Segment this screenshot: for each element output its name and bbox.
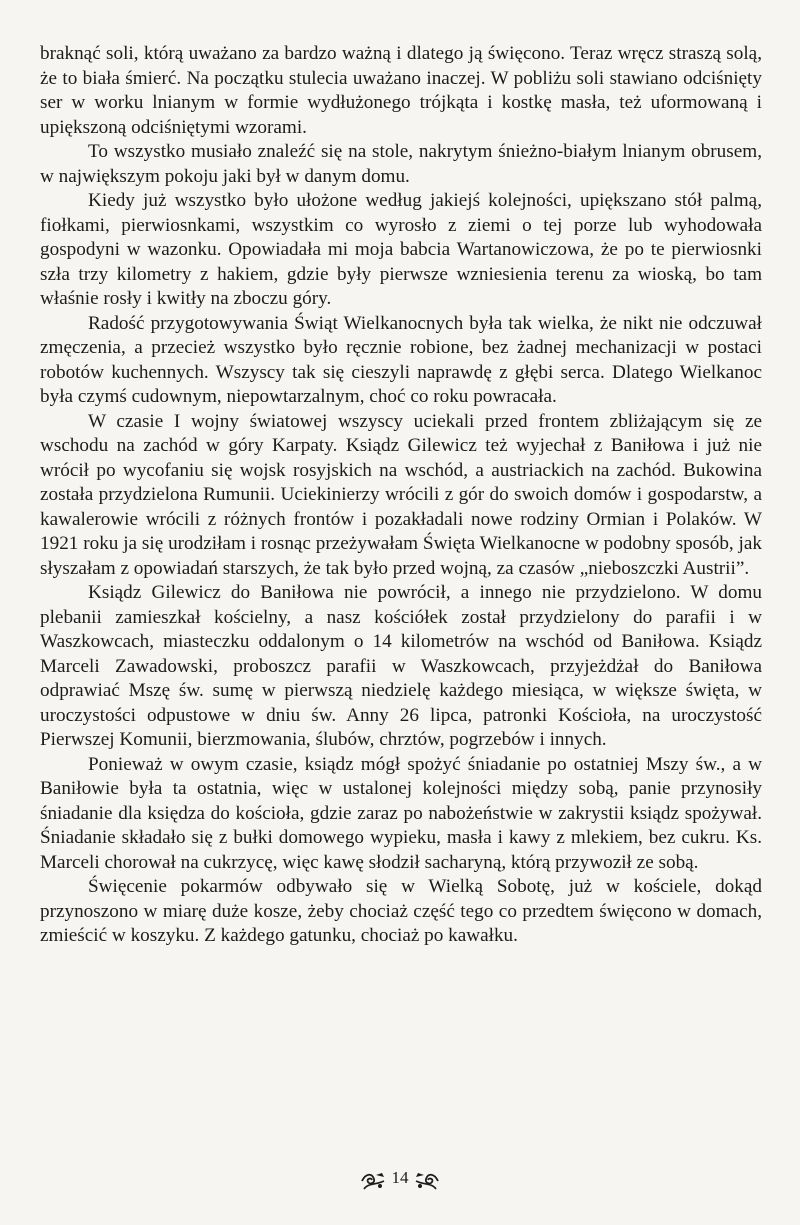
paragraph: Ponieważ w owym czasie, ksiądz mógł spożyć śniadanie po ostatniej Mszy św., a w Baniłowie była ta ostatnia, więc w ustalonej kolejności między sobą, panie przynosiły śniadanie dla księdza do kościoła, gdzie zaraz po nabożeństwie w zakrystii ksiądz spożywał. Śniadanie składało się z bułki domowego wypieku, masła i kawy z mlekiem, bez cukru. Ks. Marceli chorował na cukrzycę, więc kawę słodził sacharyną, którą przywoził ze sobą. <box>40 753 762 873</box>
paragraph: Kiedy już wszystko było ułożone według jakiejś kolejności, upiększano stół palmą, fiołkami, pierwiosnkami, wszystkim co wyrosło z ziemi o tej porze lub wyhodowała gospodyni w wazonku. Opowiadała mi moja babcia Wartanowiczowa, że po te pierwiosnki szła trzy kilometry z hakiem, gdzie były pierwsze wzniesienia terenu za wioską, bo tam właśnie rosły i kwitły na zboczu góry. <box>40 190 762 309</box>
page-number: 14 <box>391 1167 409 1187</box>
paragraph: Święcenie pokarmów odbywało się w Wielką Sobotę, już w kościele, dokąd przynoszono w miarę duże kosze, żeby chociaż część tego co przedtem święcono w domach, zmieścić w koszyku. Z każdego gatunku, chociaż po kawałku. <box>40 876 762 946</box>
paragraph: To wszystko musiało znaleźć się na stole, nakrytym śnieżno-białym lnianym obrusem, w największym pokoju jaki był w danym domu. <box>40 141 762 187</box>
floral-ornament-icon <box>360 1171 386 1191</box>
floral-ornament-icon <box>414 1171 440 1191</box>
body-text <box>40 42 762 949</box>
paragraph: W czasie I wojny światowej wszyscy uciekali przed frontem zbliżającym się ze wschodu na zachód w góry Karpaty. Ksiądz Gilewicz też wyjechał z Baniłowa i już nie wrócił po wycofaniu się wojsk rosyjskich na wschód, a austriackich na zachód. Bukowina została przydzielona Rumunii. Uciekinierzy wrócili z gór do swoich domów i gospodarstw, a kawalerowie wrócili z różnych frontów i pozakładali nowe rodziny Ormian i Polaków. W 1921 roku ja się urodziłam i rosnąc przeżywałam Święta Wielkanocne w podobny sposób, jak słyszałam z opowiadań starszych, że tak było przed wojną, za czasów „nieboszczki Austrii”. <box>40 410 762 579</box>
paragraph: Ksiądz Gilewicz do Baniłowa nie powrócił, a innego nie przydzielono. W domu plebanii zamieszkał kościelny, a nasz kościółek został przydzielony do parafii i w Waszkowcach, miasteczku oddalonym o 14 kilometrów na wschód od Baniłowa. Ksiądz Marceli Zawadowski, proboszcz parafii w Waszkowcach, przyjeżdżał do Baniłowa odprawiać Mszę św. sumę w pierwszą niedzielę każdego miesiąca, w większe święta, w uroczystości odpustowe w dniu św. Anny 26 lipca, patronki Kościoła, na uroczystość Pierwszej Komunii, bierzmowania, ślubów, chrztów, pogrzebów i innych. <box>40 582 762 750</box>
page-footer <box>0 1167 800 1193</box>
paragraph: Radość przygotowywania Świąt Wielkanocnych była tak wielka, że nikt nie odczuwał zmęczenia, a przecież wszystko było ręcznie robione, bez żadnej mechanizacji w postaci robotów kuchennych. Wszyscy tak się cieszyli naprawdę z głębi serca. Dlatego Wielkanoc była czymś cudownym, niepowtarzalnym, choć co roku powracała. <box>40 312 762 407</box>
paragraph: braknąć soli, którą uważano za bardzo ważną i dlatego ją święcono. Teraz wręcz straszą solą, że to biała śmierć. Na początku stulecia uważano inaczej. W pobliżu soli stawiano odciśnięty ser w worku lnianym w formie wydłużonego trójkąta i kostkę masła, też uformowaną i upiększoną odciśniętymi wzorami. <box>40 43 762 138</box>
